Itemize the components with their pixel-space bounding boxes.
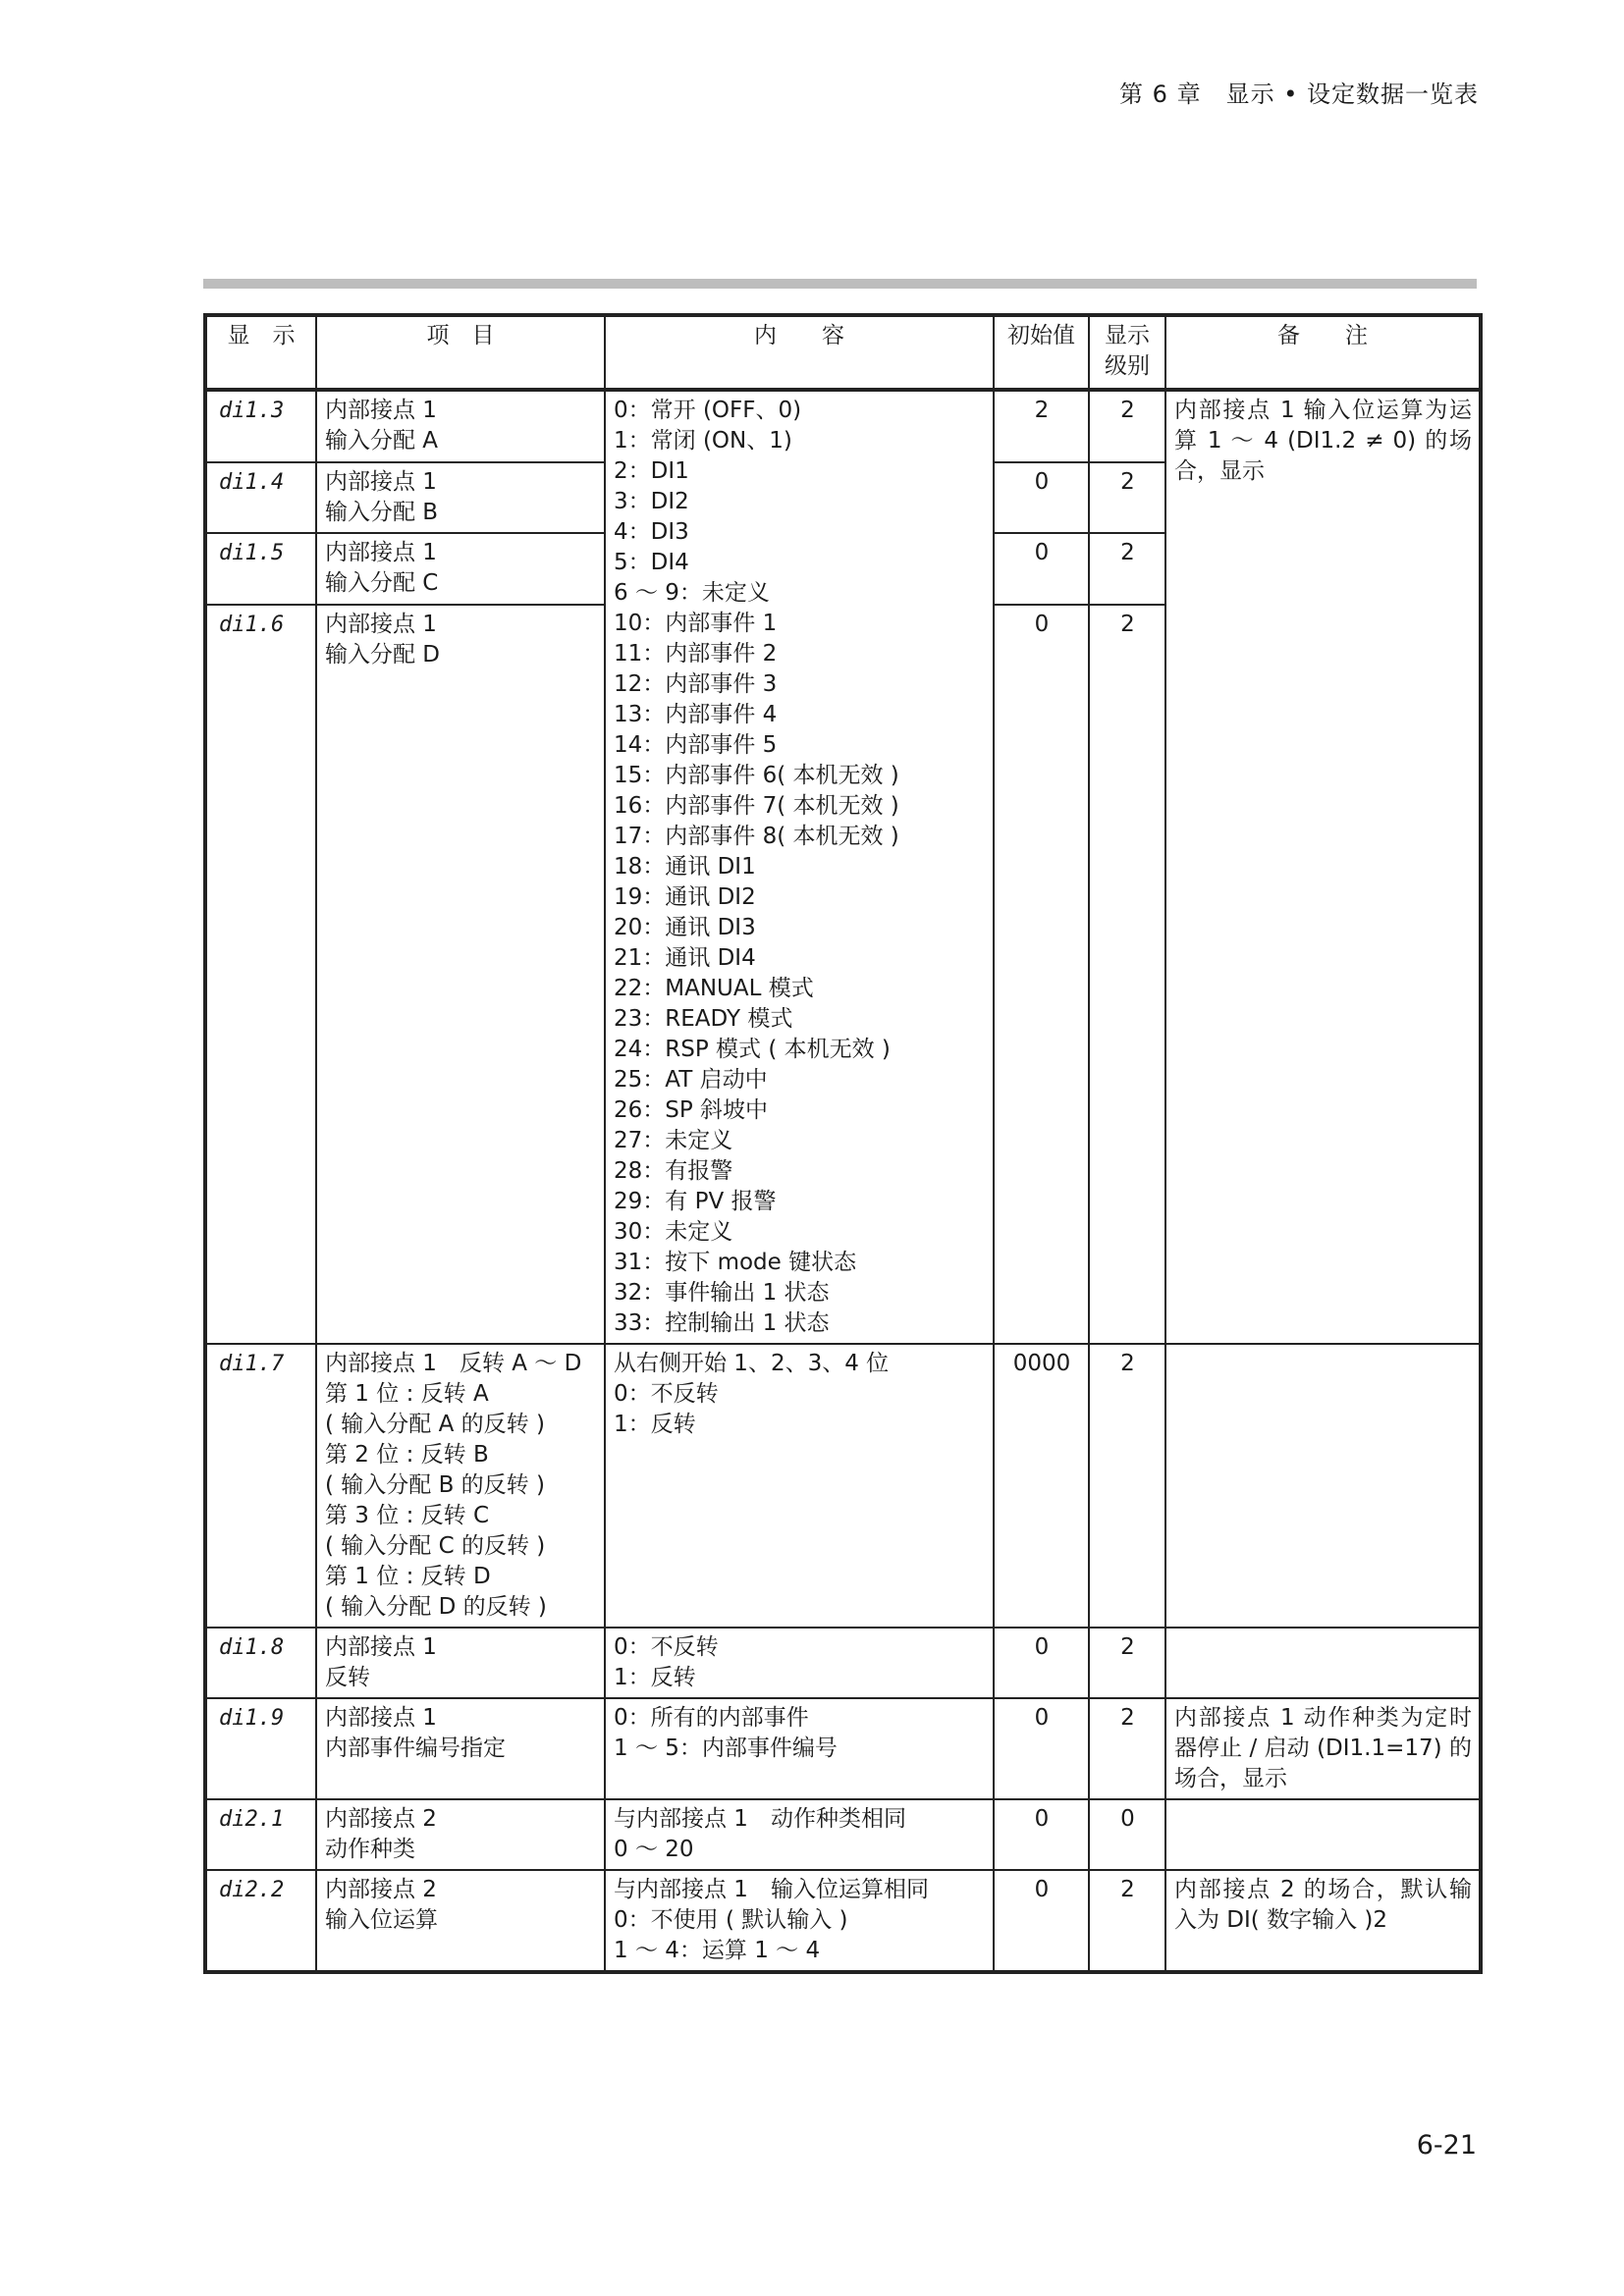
col-remark: 备 注 bbox=[1165, 315, 1481, 390]
table-header-row bbox=[205, 315, 1481, 390]
remark bbox=[1165, 1799, 1481, 1870]
display-level: 2 bbox=[1089, 1870, 1165, 1972]
initial-value: 0 bbox=[994, 605, 1089, 1344]
remark bbox=[1165, 1628, 1481, 1698]
display-code: di1.9 bbox=[205, 1698, 316, 1799]
remark: 内部接点 1 动作种类为定时器停止 / 启动 (DI1.1=17) 的场合，显示 bbox=[1165, 1698, 1481, 1799]
initial-value: 0 bbox=[994, 1870, 1089, 1972]
remark: 内部接点 2 的场合，默认输入为 DI( 数字输入 )2 bbox=[1165, 1870, 1481, 1972]
col-initial: 初始值 bbox=[994, 315, 1089, 390]
col-level: 显示 级别 bbox=[1089, 315, 1165, 390]
content: 从右侧开始 1、2、3、4 位 0：不反转 1：反转 bbox=[605, 1344, 994, 1628]
item-name: 内部接点 1 输入分配 D bbox=[316, 605, 605, 1344]
display-code: di2.1 bbox=[205, 1799, 316, 1870]
initial-value: 2 bbox=[994, 390, 1089, 462]
content: 与内部接点 1 输入位运算相同 0：不使用 ( 默认输入 ) 1 ～ 4：运算 1 ～ 4 bbox=[605, 1870, 994, 1972]
item-name: 内部接点 1 输入分配 C bbox=[316, 533, 605, 605]
col-content: 内 容 bbox=[605, 315, 994, 390]
col-item: 项 目 bbox=[316, 315, 605, 390]
table-row bbox=[205, 1870, 1481, 1972]
table-row bbox=[205, 1344, 1481, 1628]
display-code: di1.7 bbox=[205, 1344, 316, 1628]
shared-remark: 内部接点 1 输入位运算为运算 1 ～ 4 (DI1.2 ≠ 0) 的场合，显示 bbox=[1165, 390, 1481, 1344]
item-name: 内部接点 1 反转 bbox=[316, 1628, 605, 1698]
initial-value: 0 bbox=[994, 533, 1089, 605]
display-level: 2 bbox=[1089, 533, 1165, 605]
item-name: 内部接点 2 输入位运算 bbox=[316, 1870, 605, 1972]
shared-content: 0：常开 (OFF、0) 1：常闭 (ON、1) 2：DI1 3：DI2 4：DI3 5：DI4 6 ～ 9：未定义 10：内部事件 1 11：内部事件 2 12：内部事件 3 13：内部事件 4 14：内部事件 5 15：内部事件 6( 本机无效 ) 16：内部事件 7( 本机无效 ) 17：内部事件 8( 本机无效 ) 18：通讯 DI1 19：通讯 DI2 20：通讯 DI3 21：通讯 DI4 22：MANUAL 模式 23：READY 模式 24：RSP 模式 ( 本机无效 ) 25：AT 启动中 26：SP 斜坡中 27：未定义 28：有报警 29：有 PV 报警 30：未定义 31：按下 mode 键状态 32：事件输出 1 状态 33：控制输出 1 状态 bbox=[605, 390, 994, 1344]
display-level: 2 bbox=[1089, 1628, 1165, 1698]
table-row bbox=[205, 1628, 1481, 1698]
display-level: 2 bbox=[1089, 605, 1165, 1344]
content: 0：不反转 1：反转 bbox=[605, 1628, 994, 1698]
table-row bbox=[205, 1698, 1481, 1799]
display-level: 0 bbox=[1089, 1799, 1165, 1870]
item-name: 内部接点 1 反转 A ～ D 第 1 位 : 反转 A ( 输入分配 A 的反转 ) 第 2 位 : 反转 B ( 输入分配 B 的反转 ) 第 3 位 : 反转 C ( 输入分配 C 的反转 ) 第 1 位 : 反转 D ( 输入分配 D 的反转 ) bbox=[316, 1344, 605, 1628]
item-name: 内部接点 2 动作种类 bbox=[316, 1799, 605, 1870]
item-name: 内部接点 1 输入分配 B bbox=[316, 462, 605, 534]
table-row bbox=[205, 390, 1481, 462]
col-display: 显 示 bbox=[205, 315, 316, 390]
section-rule bbox=[203, 279, 1477, 289]
content: 0：所有的内部事件 1 ～ 5：内部事件编号 bbox=[605, 1698, 994, 1799]
display-code: di1.3 bbox=[205, 390, 316, 462]
display-code: di2.2 bbox=[205, 1870, 316, 1972]
table-row bbox=[205, 1799, 1481, 1870]
settings-table bbox=[203, 313, 1483, 1974]
display-code: di1.4 bbox=[205, 462, 316, 534]
display-code: di1.6 bbox=[205, 605, 316, 1344]
initial-value: 0 bbox=[994, 1799, 1089, 1870]
display-code: di1.5 bbox=[205, 533, 316, 605]
chapter-header: 第 6 章 显示 • 设定数据一览表 bbox=[1119, 80, 1479, 108]
display-level: 2 bbox=[1089, 1344, 1165, 1628]
display-level: 2 bbox=[1089, 462, 1165, 534]
initial-value: 0000 bbox=[994, 1344, 1089, 1628]
item-name: 内部接点 1 输入分配 A bbox=[316, 390, 605, 462]
display-level: 2 bbox=[1089, 1698, 1165, 1799]
item-name: 内部接点 1 内部事件编号指定 bbox=[316, 1698, 605, 1799]
remark bbox=[1165, 1344, 1481, 1628]
display-level: 2 bbox=[1089, 390, 1165, 462]
display-code: di1.8 bbox=[205, 1628, 316, 1698]
initial-value: 0 bbox=[994, 1698, 1089, 1799]
initial-value: 0 bbox=[994, 1628, 1089, 1698]
content: 与内部接点 1 动作种类相同 0 ～ 20 bbox=[605, 1799, 994, 1870]
initial-value: 0 bbox=[994, 462, 1089, 534]
page-number: 6-21 bbox=[1416, 2130, 1477, 2161]
